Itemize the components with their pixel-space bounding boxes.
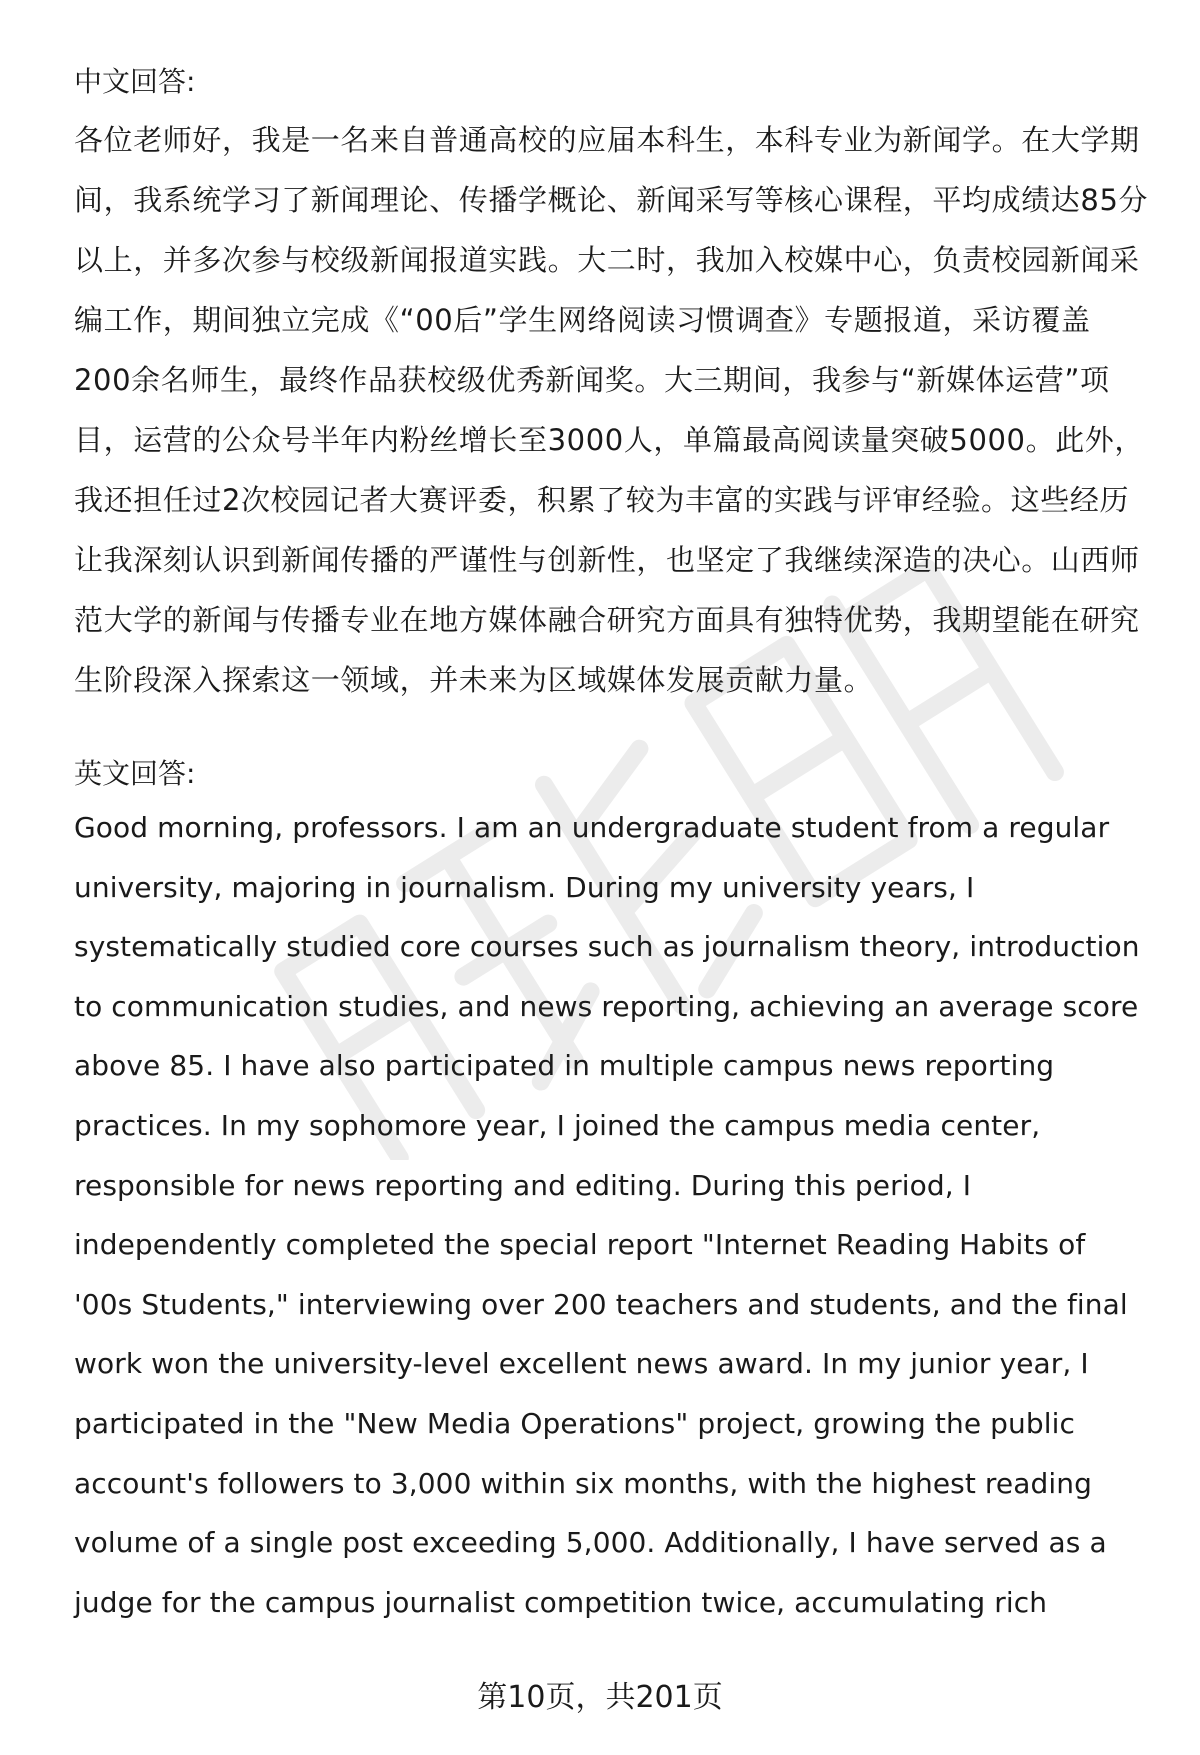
body-line: 间，我系统学习了新闻理论、传播学概论、新闻采写等核心课程，平均成绩达85分 [74,183,1149,217]
body-line: account's followers to 3,000 within six months, with the highest reading [74,1466,1092,1500]
body-line: judge for the campus journalist competition twice, accumulating rich [74,1585,1048,1619]
body-line: 生阶段深入探索这一领域，并未来为区域媒体发展贡献力量。 [74,663,874,697]
body-line: 目，运营的公众号半年内粉丝增长至3000人，单篇最高阅读量突破5000。此外， [74,423,1145,457]
body-line: volume of a single post exceeding 5,000. Additionally, I have served as a [74,1526,1107,1560]
body-line: practices. In my sophomore year, I joined the campus media center, [74,1108,1041,1142]
english-answer-heading: 英文回答: [74,757,196,790]
body-line: participated in the "New Media Operations" project, growing the public [74,1406,1075,1440]
chinese-answer-body [74,110,1154,710]
body-line: systematically studied core courses such as journalism theory, introduction [74,930,1140,964]
body-line: 编工作，期间独立完成《“00后”学生网络阅读习惯调查》专题报道，采访覆盖 [74,303,1091,337]
chinese-answer-heading: 中文回答: [74,65,196,98]
body-line: 以上，并多次参与校级新闻报道实践。大二时，我加入校媒中心，负责校园新闻采 [74,243,1140,277]
body-line: Good morning, professors. I am an undergraduate student from a regular [74,811,1110,844]
english-answer-section [74,754,1154,1632]
body-line: 各位老师好，我是一名来自普通高校的应届本科生，本科专业为新闻学。在大学期 [74,123,1140,157]
body-line: independently completed the special report "Internet Reading Habits of [74,1228,1086,1262]
body-line: '00s Students," interviewing over 200 teachers and students, and the final [74,1287,1128,1321]
body-line: above 85. I have also participated in multiple campus news reporting [74,1049,1055,1083]
body-line: university, majoring in journalism. During my university years, I [74,870,975,904]
body-line: 200余名师生，最终作品获校级优秀新闻奖。大三期间，我参与“新媒体运营”项 [74,363,1110,397]
body-line: responsible for news reporting and editing. During this period, I [74,1168,972,1202]
body-line: to communication studies, and news reporting, achieving an average score [74,989,1139,1023]
body-line: work won the university-level excellent news award. In my junior year, I [74,1347,1089,1381]
english-answer-body [74,798,1154,1632]
page-number-footer: 第10页，共201页 [477,1680,723,1715]
chinese-answer-section [74,62,1154,710]
body-line: 让我深刻认识到新闻传播的严谨性与创新性，也坚定了我继续深造的决心。山西师 [74,543,1140,577]
body-line: 范大学的新闻与传播专业在地方媒体融合研究方面具有独特优势，我期望能在研究 [74,603,1140,637]
body-line: 我还担任过2次校园记者大赛评委，积累了较为丰富的实践与评审经验。这些经历 [74,483,1130,517]
